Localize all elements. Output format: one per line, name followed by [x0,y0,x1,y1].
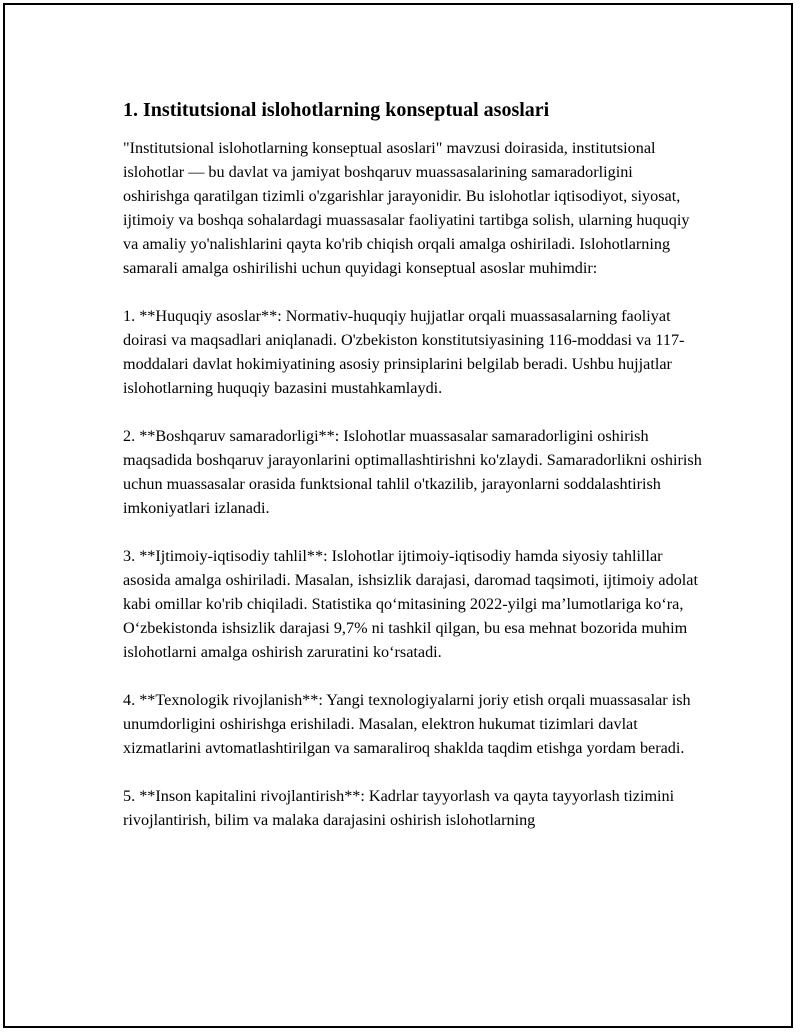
list-item-technological-development: 4. **Texnologik rivojlanish**: Yangi texnologiyalarni joriy etish orqali muassasalar ish unumdorligini oshirishga erishiladi. Masalan, elektron hukumat tizimlari davlat xizmatlarini avtomatlashtirilgan va samaraliroq shaklda taqdim etishga yordam beradi. [123,691,691,757]
section-heading: 1. Institutsional islohotlarning konseptual asoslari [123,99,550,121]
intro-paragraph: "Institutsional islohotlarning konseptual asoslari" mavzusi doirasida, institutsional islohotlar — bu davlat va jamiyat boshqaruv muassasalarining samaradorligini oshirishga qaratilgan tizimli o'zgarishlar jarayonidir. Bu islohotlar iqtisodiyot, siyosat, ijtimoiy va boshqa sohalardagi muassasalar faoliyatini tartibga solish, ularning huquqiy va amaliy yo'nalishlarini qayta ko'rib chiqish orqali amalga oshiriladi. Islohotlarning samarali amalga oshirilishi uchun quyidagi konseptual asoslar muhimdir: [123,139,690,277]
list-item-management-efficiency: 2. **Boshqaruv samaradorligi**: Islohotlar muassasalar samaradorligini oshirish maqsadida boshqaruv jarayonlarini optimallashtirishni ko'zlaydi. Samaradorlikni oshirish uchun muassasalar orasida funktsional tahlil o'tkazilib, jarayonlarni soddalashtirish imkoniyatlari izlanadi. [123,427,702,517]
page-frame [3,3,793,1028]
document-body [123,97,703,856]
list-item-legal-basis: 1. **Huquqiy asoslar**: Normativ-huquqiy hujjatlar orqali muassasalarning faoliyat doirasi va maqsadlari aniqlanadi. O'zbekiston konstitutsiyasining 116-moddasi va 117-moddalari davlat hokimiyatining asosiy prinsiplarini belgilab beradi. Ushbu hujjatlar islohotlarning huquqiy bazasini mustahkamlaydi. [123,307,685,397]
list-item-human-capital: 5. **Inson kapitalini rivojlantirish**: Kadrlar tayyorlash va qayta tayyorlash tizimini rivojlantirish, bilim va malaka darajasini oshirish islohotlarning [123,787,675,829]
list-item-socio-economic-analysis: 3. **Ijtimoiy-iqtisodiy tahlil**: Islohotlar ijtimoiy-iqtisodiy hamda siyosiy tahlillar asosida amalga oshiriladi. Masalan, ishsizlik darajasi, daromad taqsimoti, ijtimoiy adolat kabi omillar ko'rib chiqiladi. Statistika qo‘mitasining 2022-yilgi ma’lumotlariga ko‘ra, O‘zbekistonda ishsizlik darajasi 9,7% ni tashkil qilgan, bu esa mehnat bozorida muhim islohotlarni amalga oshirish zaruratini ko‘rsatadi. [123,547,698,661]
